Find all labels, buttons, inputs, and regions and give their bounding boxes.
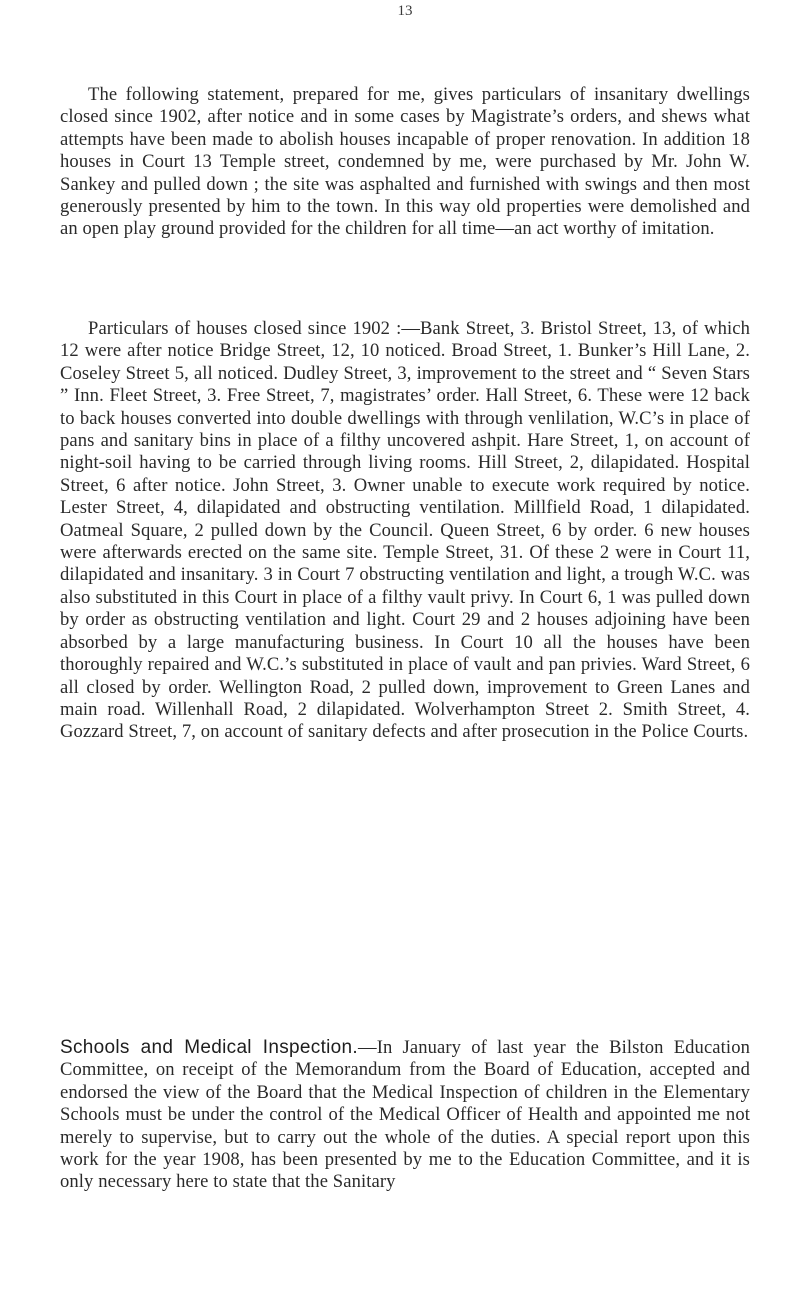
section-heading: Schools and Medical Inspection. <box>60 1037 358 1058</box>
section-schools-medical-inspection <box>60 1037 750 1194</box>
page-number: 13 <box>397 3 413 19</box>
section-text: —In January of last year the Bilston Education Committee, on receipt of the Memorandum from the Board of Education, accepted and endorsed the view of the Board that the Medical Inspection of children in the Elementary Schools must be under the control of the Medical Officer of Health and appointed me not merely to supervise, but to carry out the whole of the duties. A special report upon this work for the year 1908, has been presented by me to the Education Committee, and it is only necessary here to state that the Sanitary <box>60 1037 750 1193</box>
paragraph-houses-closed: Particulars of houses closed since 1902 :—Bank Street, 3. Bristol Street, 13, of which 12 were after notice Bridge Street, 12, 10 noticed. Broad Street, 1. Bunker’s Hill Lane, 2. Coseley Street 5, all noticed. Dudley Street, 3, improvement to the street and “ Seven Stars ” Inn. Fleet Street, 3. Free Street, 7, magistrates’ order. Hall Street, 6. These were 12 back to back houses converted into double dwellings with through venlilation, W.C’s in place of pans and sanitary bins in place of a filthy uncovered ashpit. Hare Street, 1, on account of night-soil having to be carried through living rooms. Hill Street, 2, dilapidated. Hospital Street, 6 after notice. John Street, 3. Owner unable to execute work required by notice. Lester Street, 4, dilapidated and obstructing ventilation. Millfield Road, 1 dilapidated. Oatmeal Square, 2 pulled down by the Council. Queen Street, 6 by order. 6 new houses were afterwards erected on the same site. Temple Street, 31. Of these 2 were in Court 11, dilapidated and insanitary. 3 in Court 7 obstructing ventilation and light, a trough W.C. was also substituted in this Court in place of a filthy vault privy. In Court 6, 1 was pulled down by order as obstructing ventilation and light. Court 29 and 2 houses adjoining have been absorbed by a large manufacturing business. In Court 10 all the houses have been thoroughly repaired and W.C.’s substituted in place of vault and pan privies. Ward Street, 6 all closed by order. Wellington Road, 2 pulled down, improvement to Green Lanes and main road. Willenhall Road, 2 dilapidated. Wolverhampton Street 2. Smith Street, 4. Gozzard Street, 7, on account of sanitary defects and after prosecution in the Police Courts. <box>60 318 750 743</box>
paragraph-insanitary-dwellings: The following statement, prepared for me, gives particulars of insanitary dwellings closed since 1902, after notice and in some cases by Magistrate’s orders, and shews what attempts have been made to abolish houses incapable of proper renovation. In addition 18 houses in Court 13 Temple street, condemned by me, were purchased by Mr. John W. Sankey and pulled down ; the site was asphalted and furnished with swings and then most generously presented by him to the town. In this way old properties were demolished and an open play ground provided for the children for all time—an act worthy of imitation. <box>60 84 750 240</box>
